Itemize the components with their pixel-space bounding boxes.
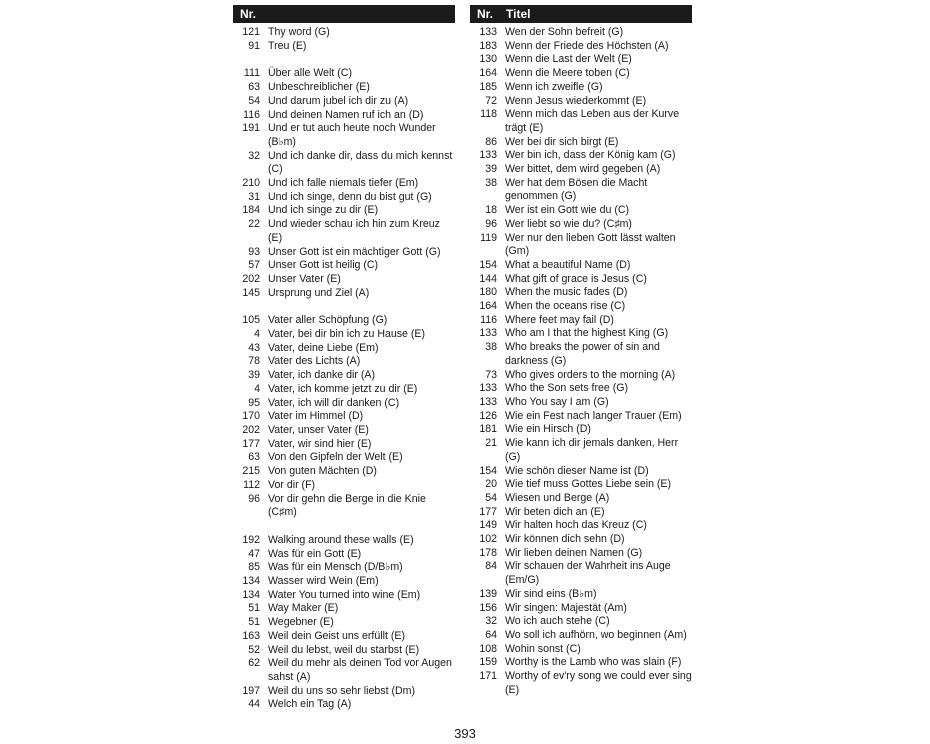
song-entry: [233, 328, 455, 342]
song-number: 95: [248, 396, 260, 409]
song-title: Vater im Himmel (D): [268, 410, 364, 423]
song-entry: [233, 589, 455, 603]
song-number: 38: [485, 341, 497, 354]
song-title: Und ich singe zu dir (E): [268, 204, 379, 217]
song-title: Weil dein Geist uns erfüllt (E): [268, 629, 405, 642]
song-title: Wenn die Last der Welt (E): [505, 53, 632, 66]
song-number: 121: [242, 26, 260, 38]
song-number: 102: [479, 533, 497, 546]
column-header-right: [470, 5, 692, 23]
song-title: Wir halten hoch das Kreuz (C): [505, 519, 647, 532]
song-entry: [470, 465, 692, 479]
song-number: 4: [254, 328, 260, 341]
header-title-label: Titel: [506, 7, 531, 21]
song-number: 43: [248, 341, 260, 354]
song-entry: [470, 26, 692, 40]
song-entry: [233, 534, 455, 548]
song-number: 118: [480, 108, 497, 121]
song-title: Welch ein Tag (A): [268, 698, 352, 711]
song-number: 192: [242, 533, 260, 546]
song-number: 133: [479, 382, 497, 395]
song-number: 78: [248, 355, 260, 368]
song-number: 4: [254, 382, 260, 395]
song-entry: [470, 519, 692, 533]
song-number: 39: [485, 163, 497, 176]
song-entry: [233, 273, 455, 287]
song-number: 84: [485, 560, 497, 573]
song-title: Vater, deine Liebe (Em): [268, 341, 379, 354]
song-number: 57: [248, 259, 260, 272]
song-number: 181: [479, 423, 497, 436]
song-entry: [233, 109, 455, 123]
song-entry: [233, 561, 455, 575]
song-number: 184: [242, 204, 260, 217]
song-entry: [470, 81, 692, 95]
page-number: 393: [454, 726, 476, 741]
song-entry: [233, 548, 455, 562]
song-number: 111: [243, 67, 260, 80]
song-number: 210: [242, 177, 260, 190]
song-number: 73: [485, 368, 497, 381]
song-title: Where feet may fail (D): [505, 313, 614, 326]
song-entry: [470, 396, 692, 410]
song-title: Vater aller Schöpfung (G): [268, 314, 388, 327]
song-number: 215: [242, 465, 260, 478]
song-number: 154: [479, 464, 497, 477]
song-title: Wenn die Meere toben (C): [505, 67, 630, 80]
song-title: Unser Gott ist heilig (C): [268, 259, 379, 272]
song-entry: [233, 424, 455, 438]
song-number: 144: [479, 272, 497, 285]
song-title: Who the Son sets free (G): [505, 382, 629, 395]
song-title: Wegebner (E): [268, 616, 334, 629]
song-number: 185: [479, 80, 497, 93]
song-number: 133: [479, 149, 497, 162]
song-entry: [470, 204, 692, 218]
song-number: 18: [485, 204, 497, 217]
song-number: 130: [479, 53, 497, 66]
song-number: 119: [480, 231, 497, 244]
song-number: 178: [479, 546, 497, 559]
song-entry: [470, 273, 692, 287]
song-entry: [233, 122, 455, 149]
song-entry: [470, 67, 692, 81]
song-number: 133: [479, 327, 497, 340]
song-number: 183: [479, 39, 497, 52]
song-entry: [470, 286, 692, 300]
song-title: Who am I that the highest King (G): [505, 327, 669, 340]
song-number: 156: [479, 601, 497, 614]
song-number: 133: [479, 395, 497, 408]
song-number: 64: [485, 628, 497, 641]
song-title: Wenn Jesus wiederkommt (E): [505, 94, 647, 107]
song-entry: [470, 136, 692, 150]
song-title: Und wieder schau ich hin zum Kreuz (E): [268, 218, 440, 244]
song-number: 32: [485, 615, 497, 628]
song-entry: [233, 81, 455, 95]
song-title: Und ich falle niemals tiefer (Em): [268, 177, 419, 190]
column-header-left: [233, 5, 455, 23]
song-title: Wohin sonst (C): [505, 642, 581, 655]
song-title: Von guten Mächten (D): [268, 465, 377, 478]
song-title: Vater, unser Vater (E): [268, 423, 369, 436]
song-title: Unser Gott ist ein mächtiger Gott (G): [268, 245, 441, 258]
song-entry: [470, 177, 692, 204]
song-number: 116: [480, 313, 497, 326]
song-entry: [470, 108, 692, 135]
song-number: 126: [479, 409, 497, 422]
song-entry: [470, 423, 692, 437]
song-number: 108: [479, 642, 497, 655]
song-number: 54: [485, 491, 497, 504]
song-title: Who You say I am (G): [505, 395, 609, 408]
song-list-left: [233, 26, 455, 712]
song-title: Wasser wird Wein (Em): [268, 575, 379, 588]
song-entry: [233, 314, 455, 328]
song-title: Von den Gipfeln der Welt (E): [268, 451, 403, 464]
song-entry: [233, 616, 455, 630]
song-title: Treu (E): [268, 39, 307, 52]
song-entry: [233, 575, 455, 589]
song-title: Und er tut auch heute noch Wunder (B♭m): [268, 122, 436, 148]
song-title: Wir schauen der Wahrheit ins Auge (Em/G): [505, 560, 671, 587]
song-title: Wer liebt so wie du? (C♯m): [505, 217, 632, 230]
song-number: 171: [479, 670, 497, 683]
song-title: Wer bittet, dem wird gegeben (A): [505, 163, 661, 176]
song-title: Wir singen: Majestät (Am): [505, 601, 627, 614]
song-number: 177: [242, 437, 260, 450]
song-entry: [233, 26, 455, 40]
song-number: 20: [485, 478, 497, 491]
song-title: Vor dir gehn die Berge in die Knie (C♯m): [268, 492, 426, 519]
song-number: 154: [479, 258, 497, 271]
song-title: Worthy of ev'ry song we could ever sing (E): [505, 670, 692, 696]
song-title: Wer bin ich, dass der König kam (G): [505, 149, 676, 162]
song-entry: [233, 191, 455, 205]
song-entry: [470, 478, 692, 492]
song-entry: [470, 492, 692, 506]
song-title: Wie tief muss Gottes Liebe sein (E): [505, 478, 672, 491]
song-title: Wenn der Friede des Höchsten (A): [505, 39, 669, 52]
song-title: Weil du lebst, weil du starbst (E): [268, 643, 420, 656]
song-number: 38: [485, 176, 497, 189]
song-entry: [233, 397, 455, 411]
song-entry: [470, 615, 692, 629]
song-title: Vater des Lichts (A): [268, 355, 361, 368]
song-title: Wenn ich zweifle (G): [505, 80, 603, 93]
song-title: Wenn mich das Leben aus der Kurve trägt (E): [505, 108, 680, 134]
song-number: 72: [485, 94, 497, 107]
song-number: 51: [248, 602, 260, 615]
song-entry: [470, 327, 692, 341]
song-entry: [233, 438, 455, 452]
song-number: 31: [248, 190, 260, 203]
song-entry: [233, 342, 455, 356]
song-entry: [233, 40, 455, 54]
song-entry: [233, 177, 455, 191]
song-title: Who gives orders to the morning (A): [505, 368, 676, 381]
song-number: 116: [243, 108, 260, 121]
song-title: Who breaks the power of sin and darkness (G): [505, 341, 660, 367]
song-number: 180: [479, 286, 497, 299]
song-entry: [470, 602, 692, 616]
song-title: Wir lieben deinen Namen (G): [505, 546, 643, 559]
song-title: Wie ein Fest nach langer Trauer (Em): [505, 409, 682, 422]
song-title: Was für ein Mensch (D/B♭m): [268, 561, 403, 574]
song-title: Vor dir (F): [268, 478, 316, 491]
song-entry: [233, 410, 455, 424]
song-title: Wiesen und Berge (A): [505, 491, 610, 504]
song-entry: [233, 685, 455, 699]
song-number: 164: [479, 300, 497, 313]
song-entry: [233, 451, 455, 465]
song-title: Wo ich auch stehe (C): [505, 615, 610, 628]
header-nr-label: Nr.: [477, 7, 494, 21]
song-entry: [233, 369, 455, 383]
song-title: Wie kann ich dir jemals danken, Herr (G): [505, 437, 679, 463]
song-title: Worthy is the Lamb who was slain (F): [505, 656, 682, 669]
song-number: 164: [479, 67, 497, 80]
song-title: Wir beten dich an (E): [505, 505, 605, 518]
song-title: Wer hat dem Bösen die Macht genommen (G): [505, 176, 648, 203]
song-number: 202: [242, 423, 260, 436]
song-entry: [470, 341, 692, 368]
song-title: Weil du uns so sehr liebst (Dm): [268, 684, 415, 697]
song-title: Thy word (G): [268, 26, 330, 38]
song-number: 63: [248, 81, 260, 94]
song-entry: [470, 232, 692, 259]
song-number: 93: [248, 245, 260, 258]
song-title: Wer nur den lieben Gott lässt walten (Gm): [505, 231, 676, 258]
song-entry: [470, 163, 692, 177]
header-nr-label: Nr.: [240, 7, 257, 21]
song-number: 134: [242, 588, 260, 601]
song-entry: [470, 643, 692, 657]
song-entry: [233, 259, 455, 273]
song-entry: [470, 410, 692, 424]
song-title: Ursprung und Ziel (A): [268, 286, 370, 299]
song-entry: [233, 204, 455, 218]
song-entry: [470, 149, 692, 163]
song-number: 145: [242, 286, 260, 299]
song-number: 44: [248, 698, 260, 711]
song-title: Unbeschreiblicher (E): [268, 81, 370, 94]
song-number: 63: [248, 451, 260, 464]
song-entry: [233, 67, 455, 81]
song-title: Weil du mehr als deinen Tod vor Augen sahst (A): [268, 657, 452, 683]
song-title: Vater, ich komme jetzt zu dir (E): [268, 382, 418, 395]
song-number: 159: [479, 656, 497, 669]
song-title: When the music fades (D): [505, 286, 628, 299]
song-entry: [233, 479, 455, 493]
song-number: 51: [248, 616, 260, 629]
song-number: 96: [248, 492, 260, 505]
song-title: Vater, bei dir bin ich zu Hause (E): [268, 328, 426, 341]
song-entry: [470, 588, 692, 602]
song-number: 191: [242, 122, 260, 135]
song-entry: [470, 656, 692, 670]
song-title: Und ich danke dir, dass du mich kennst (C): [268, 149, 453, 176]
song-number: 134: [242, 575, 260, 588]
song-entry: [470, 40, 692, 54]
song-entry: [470, 314, 692, 328]
song-entry: [233, 150, 455, 177]
song-entry: [470, 437, 692, 464]
song-title: Wer ist ein Gott wie du (C): [505, 204, 630, 217]
song-title: Wo soll ich aufhörn, wo beginnen (Am): [505, 628, 687, 641]
song-number: 54: [248, 94, 260, 107]
song-entry: [470, 53, 692, 67]
song-entry: [233, 287, 455, 301]
song-title: Way Maker (E): [268, 602, 339, 615]
song-title: What a beautiful Name (D): [505, 258, 631, 271]
song-entry: [470, 382, 692, 396]
song-number: 91: [248, 39, 260, 52]
song-entry: [233, 657, 455, 684]
song-title: Water You turned into wine (Em): [268, 588, 421, 601]
song-number: 32: [248, 149, 260, 162]
song-number: 197: [242, 684, 260, 697]
song-number: 47: [248, 547, 260, 560]
song-title: Wie ein Hirsch (D): [505, 423, 591, 436]
song-entry: [470, 533, 692, 547]
song-number: 85: [248, 561, 260, 574]
song-title: Und darum jubel ich dir zu (A): [268, 94, 409, 107]
song-entry: [233, 493, 455, 520]
song-title: Wen der Sohn befreit (G): [505, 26, 624, 38]
song-entry: [470, 629, 692, 643]
song-entry: [470, 369, 692, 383]
song-number: 163: [242, 629, 260, 642]
song-number: 139: [479, 587, 497, 600]
song-title: Unser Vater (E): [268, 272, 341, 285]
song-title: Walking around these walls (E): [268, 533, 414, 546]
song-number: 112: [243, 478, 260, 491]
song-number: 149: [479, 519, 497, 532]
song-entry: [470, 218, 692, 232]
song-title: Wie schön dieser Name ist (D): [505, 464, 649, 477]
song-title: Vater, ich will dir danken (C): [268, 396, 400, 409]
song-title: Über alle Welt (C): [268, 67, 352, 80]
song-number: 202: [242, 272, 260, 285]
song-title: Und deinen Namen ruf ich an (D): [268, 108, 424, 121]
song-entry: [470, 300, 692, 314]
song-entry: [233, 246, 455, 260]
song-entry: [233, 218, 455, 245]
song-title: Was für ein Gott (E): [268, 547, 362, 560]
song-entry: [233, 383, 455, 397]
song-number: 105: [242, 314, 260, 327]
song-number: 39: [248, 369, 260, 382]
song-title: Und ich singe, denn du bist gut (G): [268, 190, 432, 203]
song-entry: [470, 547, 692, 561]
song-number: 177: [479, 505, 497, 518]
song-title: What gift of grace is Jesus (C): [505, 272, 647, 285]
song-title: When the oceans rise (C): [505, 300, 626, 313]
song-title: Vater, wir sind hier (E): [268, 437, 372, 450]
song-entry: [233, 465, 455, 479]
song-entry: [233, 698, 455, 712]
song-number: 52: [248, 643, 260, 656]
song-title: Vater, ich danke dir (A): [268, 369, 375, 382]
song-number: 86: [485, 135, 497, 148]
song-list-right: [470, 26, 692, 697]
song-entry: [470, 506, 692, 520]
song-entry: [233, 95, 455, 109]
song-number: 133: [479, 26, 497, 38]
song-number: 22: [248, 218, 260, 231]
song-entry: [233, 644, 455, 658]
song-entry: [470, 560, 692, 587]
index-column-right: [470, 5, 692, 697]
song-entry: [233, 355, 455, 369]
song-number: 96: [485, 217, 497, 230]
song-entry: [470, 95, 692, 109]
song-entry: [233, 630, 455, 644]
song-entry: [470, 259, 692, 273]
index-column-left: [233, 5, 455, 712]
song-title: Wir können dich sehn (D): [505, 533, 625, 546]
song-number: 21: [485, 437, 497, 450]
song-title: Wer bei dir sich birgt (E): [505, 135, 619, 148]
song-number: 170: [242, 410, 260, 423]
song-title: Wir sind eins (B♭m): [505, 587, 597, 600]
song-entry: [233, 602, 455, 616]
song-entry: [470, 670, 692, 697]
song-number: 62: [248, 657, 260, 670]
